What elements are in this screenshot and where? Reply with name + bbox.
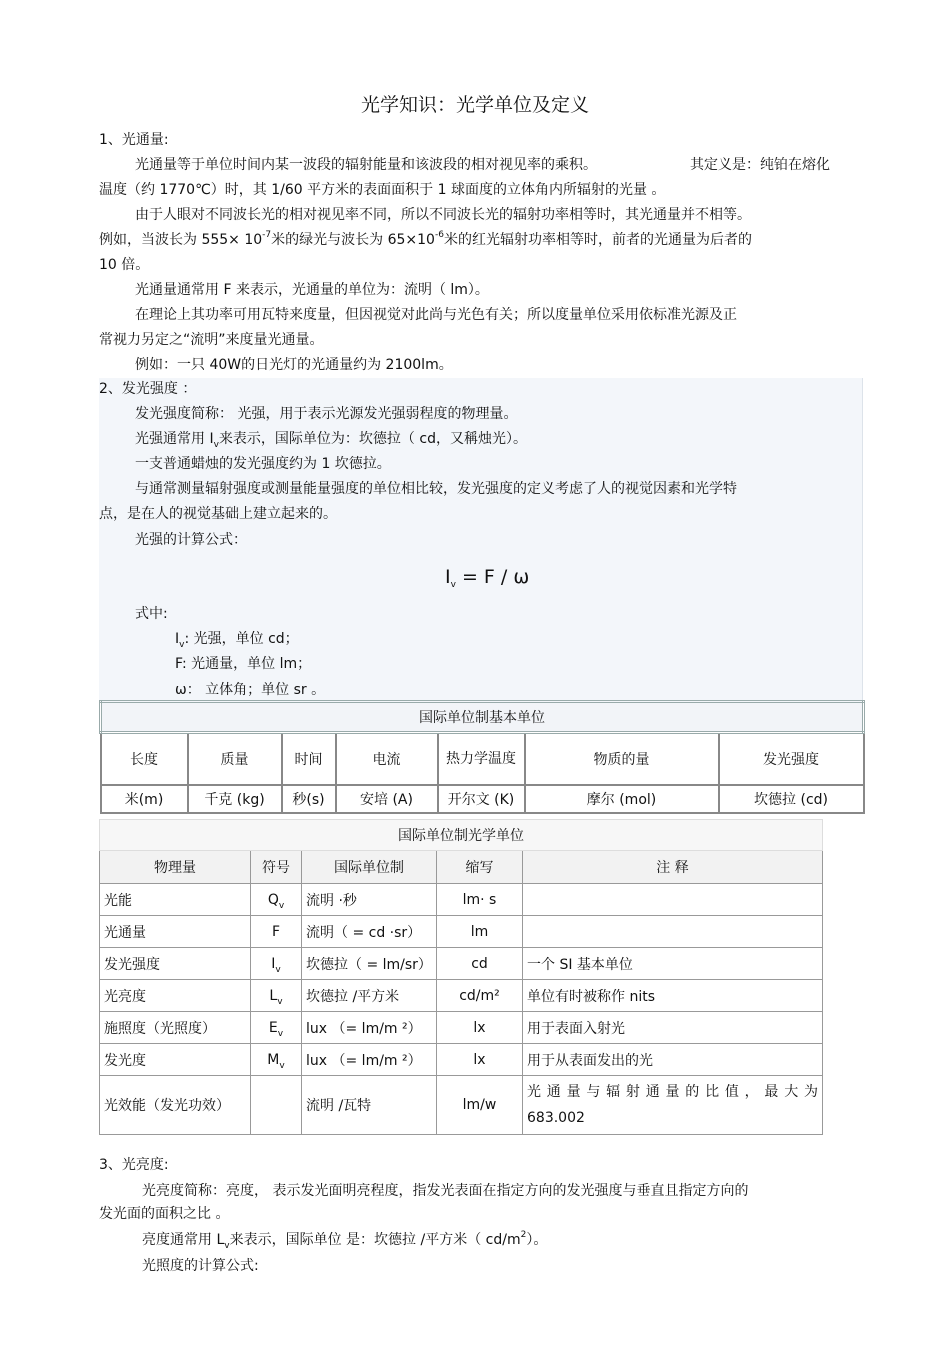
table-header: 发光强度 [719,733,864,785]
table-cell: $M_v$ [251,1044,302,1076]
table-cell: 用于从表面发出的光 [523,1044,823,1076]
table-row [100,1076,823,1135]
s3-line-4: 光照度的计算公式: [142,1258,259,1274]
s1-line-9: 例如：一只 40W的日光灯的光通量约为 2100lm。 [135,357,453,373]
table-cell: 米(m) [101,785,188,813]
table-header: 热力学温度 [438,733,525,785]
table-cell: lux （= lm/m ²） [302,1044,437,1076]
table-cell: lm [437,916,523,948]
s2-line-3: 一支普通蜡烛的发光强度约为 1 坎德拉。 [135,456,391,472]
s2-where: 式中: [135,606,168,622]
table-cell: 光亮度 [100,980,251,1012]
table-cell: 摩尔 (mol) [525,785,719,813]
table-row [100,980,823,1012]
s1-line-3: 由于人眼对不同波长光的相对视见率不同，所以不同波长光的辐射功率相等时，其光通量并不相等。 [135,207,751,223]
s2-where-3: ω： 立体角；单位 sr 。 [175,682,326,698]
table-header: 注 释 [523,851,823,884]
s2-line-2: 光强通常用 $I_v$来表示，国际单位为：坎德拉（ cd，又稱烛光）。 [135,431,527,450]
table-cell: 流明（ = cd ·sr） [302,916,437,948]
s2-line-4: 与通常测量辐射强度或测量能量强度的单位相比较，发光强度的定义考虑了人的视觉因素和光学特 [135,481,737,497]
s1-line-8: 常视力另定之“流明”来度量光通量。 [99,332,324,348]
table-caption: 国际单位制基本单位 [101,702,864,733]
table-cell: $I_v$ [251,948,302,980]
table-cell: $L_v$ [251,980,302,1012]
table-row [100,1012,823,1044]
table-row [100,1044,823,1076]
page-title: 光学知识：光学单位及定义 [360,94,589,116]
table-cell: 光能 [100,884,251,916]
table-header: 物质的量 [525,733,719,785]
table-cell: 开尔文 (K) [438,785,525,813]
table-cell: lx [437,1012,523,1044]
s2-line-6: 光强的计算公式： [135,532,247,548]
table-cell: 坎德拉 /平方米 [302,980,437,1012]
table-cell: 用于表面入射光 [523,1012,823,1044]
table-cell: 光效能（发光功效） [100,1076,251,1135]
s2-line-5: 点，是在人的视觉基础上建立起来的。 [99,506,337,522]
s2-where-2: F: 光通量，单位 lm； [175,656,312,672]
table-cell: 秒(s) [282,785,336,813]
s2-where-1: $I_v$: 光强，单位 cd； [175,631,299,650]
table-cell: lm· s [437,884,523,916]
section-3-heading: 3、光亮度: [99,1157,169,1173]
si-base-units-table [99,700,865,814]
luminous-intensity-formula: $I_v = F / \omega$ [445,566,530,590]
s3-line-3: 亮度通常用 $L_v$来表示，国际单位 是：坎德拉 /平方米（ $cd/m^2$）。 [142,1230,548,1251]
table-row [100,916,823,948]
table-cell: 坎德拉 (cd) [719,785,864,813]
s1-line-5: 10 倍。 [99,257,150,273]
table-header: 国际单位制 [302,851,437,884]
table-cell: lx [437,1044,523,1076]
table-cell [251,1076,302,1135]
s2-line-1: 发光强度简称： 光强，用于表示光源发光强弱程度的物理量。 [135,406,518,422]
s1-line-2: 温度（约 1770℃）时，其 1/60 平方米的表面面积于 1 球面度的立体角内所辐射的光量 。 [99,182,666,198]
table-cell: 一个 SI 基本单位 [523,948,823,980]
s3-line-2: 发光面的面积之比 。 [99,1206,230,1222]
s3-line-1: 光亮度简称：亮度， 表示发光面明亮程度，指发光表面在指定方向的发光强度与垂直且指定方向的 [142,1183,749,1199]
table-cell [523,916,823,948]
table-cell: 流明 ·秒 [302,884,437,916]
table-cell: 单位有时被称作 nits [523,980,823,1012]
si-optical-units-table [99,819,823,1135]
s1-line-1: 光通量等于单位时间内某一波段的辐射能量和该波段的相对视见率的乘积。 [135,157,597,173]
table-cell: cd/m² [437,980,523,1012]
table-cell: 光通量 [100,916,251,948]
table-cell [523,884,823,916]
table-cell: F [251,916,302,948]
section-2-heading: 2、发光强度 ： [99,381,197,397]
table-cell: 光 通 量 与 辐 射 通 量 的 比 值 ， 最 大 为 683.002 [523,1076,823,1135]
table-header: 长度 [101,733,188,785]
table-cell: lux （= lm/m ²） [302,1012,437,1044]
table-cell: 施照度（光照度） [100,1012,251,1044]
s1-line-7: 在理论上其功率可用瓦特来度量，但因视觉对此尚与光色有关；所以度量单位采用依标准光源及正 [135,307,737,323]
table-row [100,948,823,980]
s1-line-4: 例如，当波长为 $555\times 10^{-7}$米的绿光与波长为 $65\times 10^{-6}$米的红光辐射功率相等时，前者的光通量为后者的 [99,230,752,248]
table-cell: 流明 /瓦特 [302,1076,437,1135]
table-header: 质量 [188,733,282,785]
table-cell: lm/w [437,1076,523,1135]
table-cell: 安培 (A) [336,785,438,813]
table-cell: 千克 (kg) [188,785,282,813]
table-cell: 发光度 [100,1044,251,1076]
table-cell: $Q_v$ [251,884,302,916]
table-cell: $E_v$ [251,1012,302,1044]
table-header: 电流 [336,733,438,785]
s1-line-1b: 其定义是：纯铂在熔化 [690,157,830,173]
table-cell: 坎德拉（ = lm/sr） [302,948,437,980]
table-caption: 国际单位制光学单位 [100,820,823,851]
table-cell: 发光强度 [100,948,251,980]
table-row [100,884,823,916]
table-cell: cd [437,948,523,980]
table-header: 缩写 [437,851,523,884]
table-header: 时间 [282,733,336,785]
table-header: 符号 [251,851,302,884]
table-header: 物理量 [100,851,251,884]
section-1-heading: 1、光通量: [99,132,169,148]
s1-line-6: 光通量通常用 F 来表示，光通量的单位为：流明（ lm）。 [135,282,489,298]
